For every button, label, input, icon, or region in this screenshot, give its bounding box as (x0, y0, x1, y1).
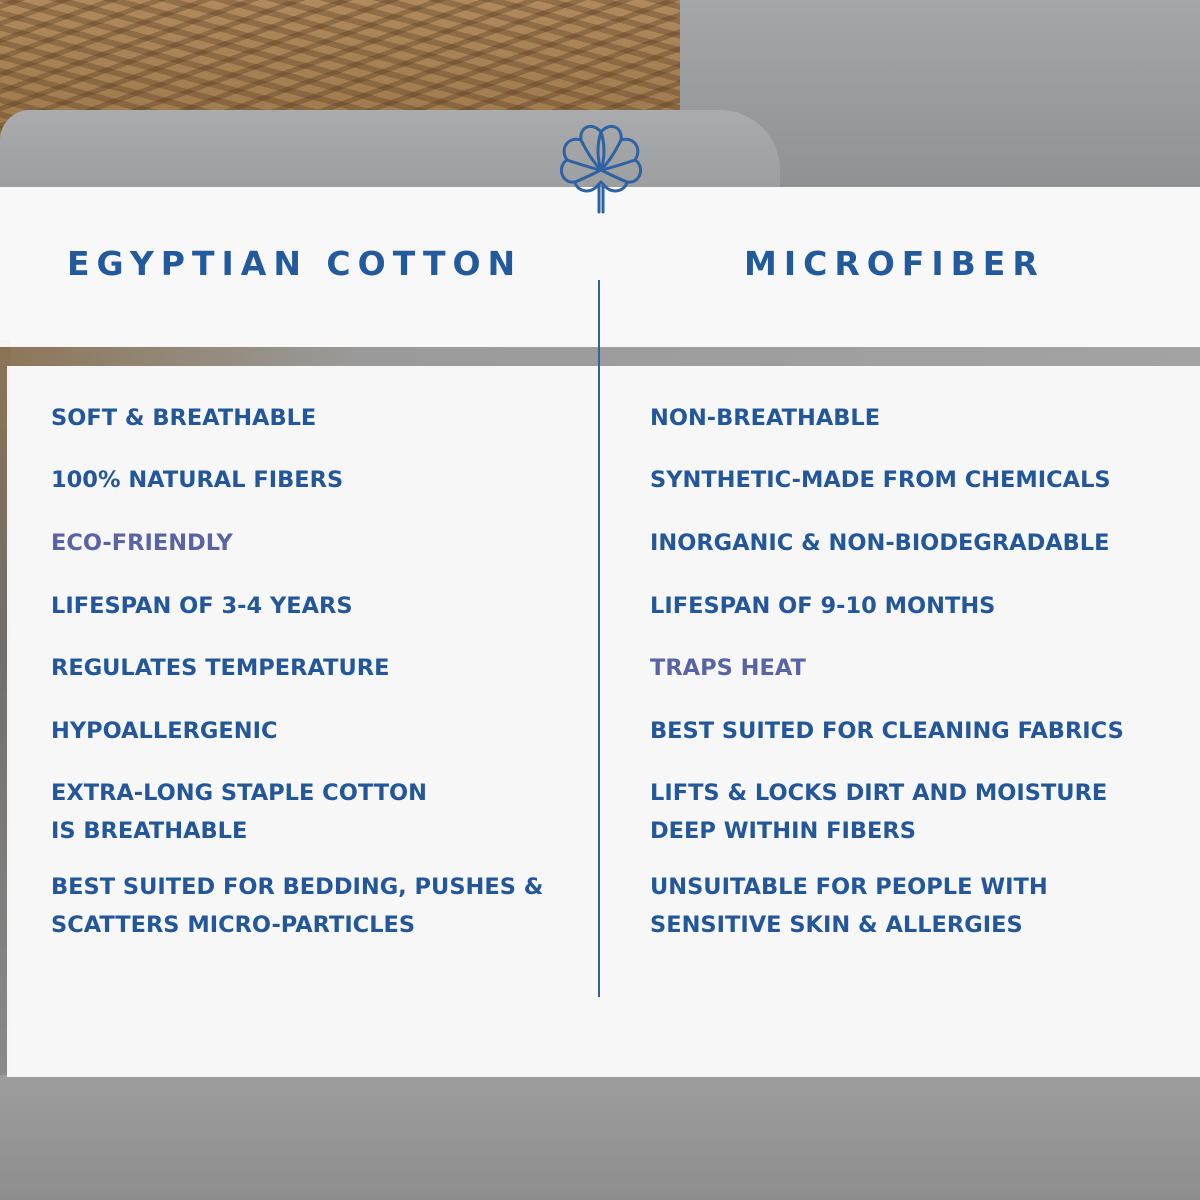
cotton-boll-icon (555, 118, 647, 214)
list-item: 100% NATURAL FIBERS (51, 467, 344, 493)
list-item: INORGANIC & NON-BIODEGRADABLE (650, 530, 1110, 556)
column-divider (598, 280, 600, 997)
list-item: BEST SUITED FOR BEDDING, PUSHES & SCATTERS MICRO-PARTICLES (51, 874, 544, 938)
list-item: EXTRA-LONG STAPLE COTTON IS BREATHABLE (51, 780, 427, 844)
list-item: TRAPS HEAT (650, 655, 806, 681)
list-item: UNSUITABLE FOR PEOPLE WITH SENSITIVE SKIN & ALLERGIES (650, 874, 1048, 938)
list-item: HYPOALLERGENIC (51, 718, 278, 744)
background-strip (0, 345, 1200, 367)
background-bottom (0, 1075, 1200, 1200)
list-item: ECO-FRIENDLY (51, 530, 233, 556)
list-item: LIFESPAN OF 9-10 MONTHS (650, 593, 996, 619)
list-item: SOFT & BREATHABLE (51, 405, 317, 431)
egyptian-cotton-heading: EGYPTIAN COTTON (67, 244, 523, 283)
list-item: SYNTHETIC-MADE FROM CHEMICALS (650, 467, 1111, 493)
microfiber-heading: MICROFIBER (744, 244, 1045, 283)
list-item: NON-BREATHABLE (650, 405, 881, 431)
list-item: LIFESPAN OF 3-4 YEARS (51, 593, 353, 619)
list-item: REGULATES TEMPERATURE (51, 655, 390, 681)
list-item: LIFTS & LOCKS DIRT AND MOISTURE DEEP WITHIN FIBERS (650, 780, 1108, 844)
list-item: BEST SUITED FOR CLEANING FABRICS (650, 718, 1124, 744)
